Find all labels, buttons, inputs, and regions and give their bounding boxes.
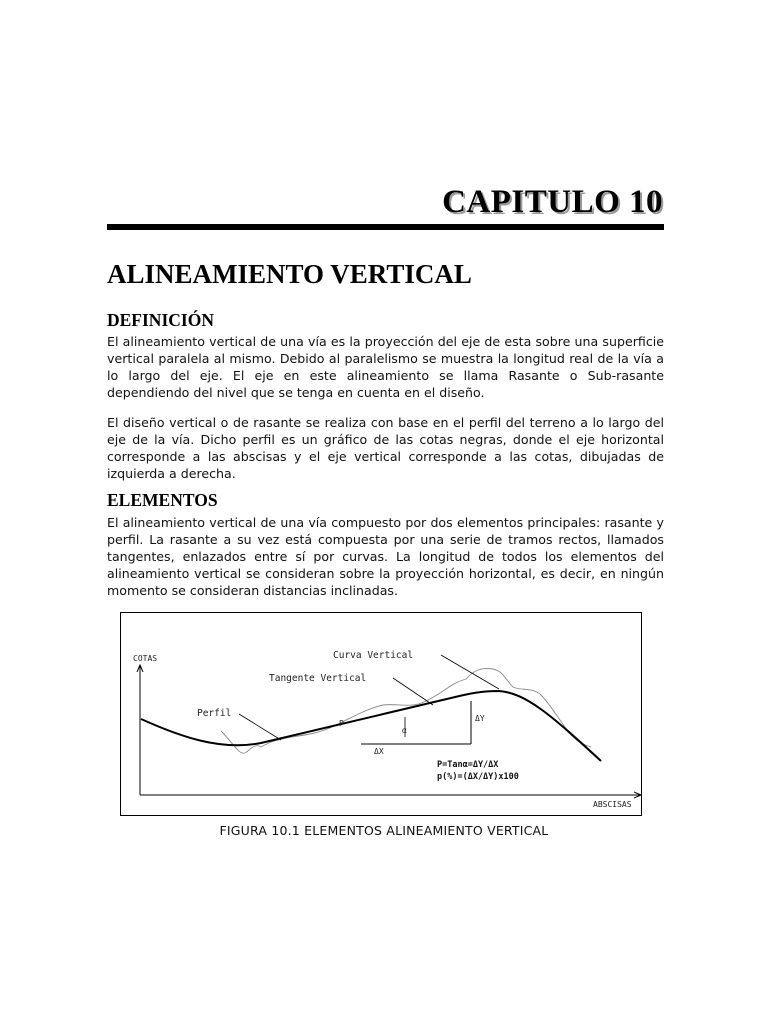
label-delta-y: ΔY xyxy=(475,714,485,723)
label-alpha: α xyxy=(402,726,407,735)
formula-slope: P=Tanα=ΔY/ΔX xyxy=(437,760,499,770)
axis-label-abscisas: ABSCISAS xyxy=(593,800,632,809)
grade-line xyxy=(141,691,601,761)
section-heading-definicion: DEFINICIÓN xyxy=(107,310,214,330)
label-curva-vertical: Curva Vertical xyxy=(333,650,414,661)
section-heading-elementos: ELEMENTOS xyxy=(107,490,218,510)
paragraph-elementos-1: El alineamiento vertical de una vía compuesto por dos elementos principales: rasante y perfil. La rasante a su vez está compuesta por una serie de tramos rectos, llamados tangentes, enlazados entre sí por curvas. La longitud de todos los elementos del alineamiento vertical se consideran sobre la proyección horizontal, es decir, en ningún momento se consideran distancias inclinadas. xyxy=(107,515,664,598)
label-tangente-vertical: Tangente Vertical xyxy=(269,673,367,684)
leader-curva xyxy=(441,655,499,689)
axis-label-cotas: COTAS xyxy=(133,654,158,663)
paragraph-definicion-2: El diseño vertical o de rasante se realiza con base en el perfil del terreno a lo largo del eje de la vía. Dicho perfil es un gráfico de las cotas negras, donde el eje horizontal corresponde a las abscisas y el eje vertical corresponde a las cotas, dibujadas de izquierda a derecha. xyxy=(107,415,664,481)
chapter-heading: CAPITULO 10 xyxy=(442,184,663,220)
label-perfil: Perfil xyxy=(197,708,232,719)
page-title: ALINEAMIENTO VERTICAL xyxy=(107,259,472,289)
label-p: P xyxy=(339,719,344,728)
paragraph-definicion-1: El alineamiento vertical de una vía es la proyección del eje de esta sobre una superficie vertical paralela al mismo. Debido al paralelismo se muestra la longitud real de la vía a lo largo del eje. El eje en este alineamiento se llama Rasante o Sub-rasante dependiendo del nivel que se tenga en cuenta en el diseño. xyxy=(107,334,664,400)
figure-caption: FIGURA 10.1 ELEMENTOS ALINEAMIENTO VERTICAL xyxy=(219,823,549,838)
leader-tangente xyxy=(393,678,433,705)
label-delta-x: ΔX xyxy=(374,747,384,756)
figure-vertical-alignment xyxy=(120,612,642,816)
leader-perfil xyxy=(239,714,281,740)
formula-percent: p(%)=(ΔX/ΔY)x100 xyxy=(437,772,519,782)
chapter-rule xyxy=(107,224,664,230)
